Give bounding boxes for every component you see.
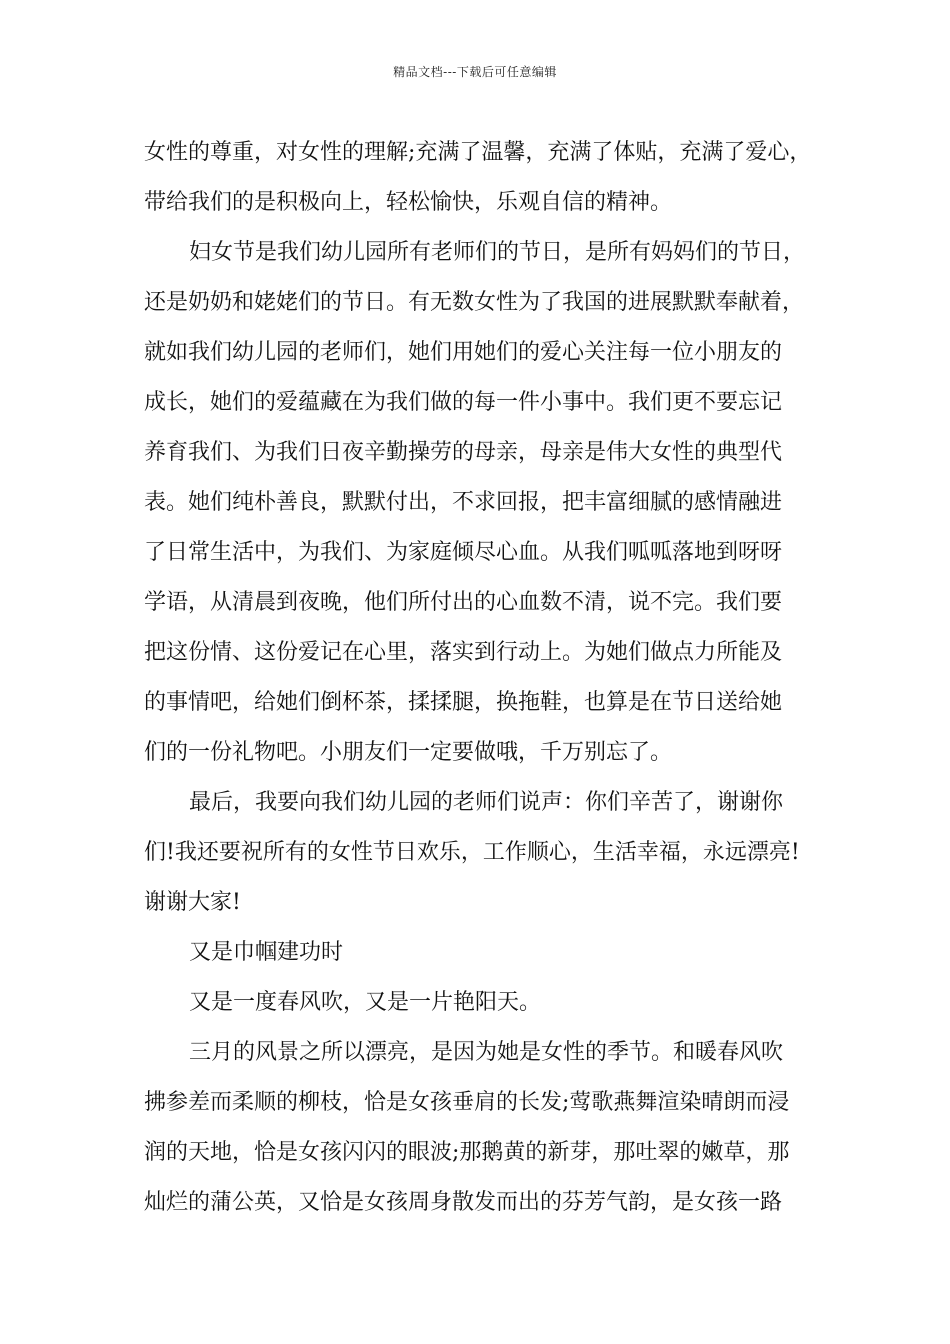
text-line: 的事情吧，给她们倒杯茶，揉揉腿，换拖鞋，也算是在节日送给她 (144, 690, 783, 715)
text-line: 润的天地，恰是女孩闪闪的眼波;那鹅黄的新芽，那吐翠的嫩草，那 (144, 1140, 790, 1165)
paragraph-start-line: 又是一度春风吹，又是一片艳阳天。 (189, 990, 542, 1015)
text-line: 灿烂的蒲公英，又恰是女孩周身散发而出的芬芳气韵，是女孩一路 (144, 1190, 783, 1215)
paragraph-start-line: 三月的风景之所以漂亮，是因为她是女性的季节。和暖春风吹 (189, 1040, 784, 1065)
document-body (144, 128, 834, 1228)
text-line: 成长，她们的爱蕴藏在为我们做的每一件小事中。我们更不要忘记 (144, 390, 783, 415)
text-line: 女性的尊重，对女性的理解;充满了温馨，充满了体贴，充满了爱心， (144, 140, 812, 165)
paragraph-start-line: 最后，我要向我们幼儿园的老师们说声：你们辛苦了，谢谢你 (189, 790, 784, 815)
text-line: 学语，从清晨到夜晚，他们所付出的心血数不清，说不完。我们要 (144, 590, 783, 615)
text-line: 养育我们、为我们日夜辛勤操劳的母亲，母亲是伟大女性的典型代 (144, 440, 783, 465)
section-title: 又是巾帼建功时 (189, 940, 344, 965)
text-line: 们!我还要祝所有的女性节日欢乐，工作顺心，生活幸福，永远漂亮! (144, 840, 800, 865)
text-line: 谢谢大家! (144, 890, 241, 915)
text-line: 了日常生活中，为我们、为家庭倾尽心血。从我们呱呱落地到呀呀 (144, 540, 783, 565)
text-line: 们的一份礼物吧。小朋友们一定要做哦，千万别忘了。 (144, 740, 673, 765)
text-line: 表。她们纯朴善良，默默付出，不求回报，把丰富细腻的感情融进 (144, 490, 783, 515)
text-line: 拂参差而柔顺的柳枝，恰是女孩垂肩的长发;莺歌燕舞渲染晴朗而浸 (144, 1090, 790, 1115)
text-line: 把这份情、这份爱记在心里，落实到行动上。为她们做点力所能及 (144, 640, 783, 665)
page-header: 精品文档---下载后可任意编辑 (393, 65, 557, 79)
paragraph-start-line: 妇女节是我们幼儿园所有老师们的节日，是所有妈妈们的节日， (189, 240, 806, 265)
text-line: 就如我们幼儿园的老师们，她们用她们的爱心关注每一位小朋友的 (144, 340, 783, 365)
text-line: 带给我们的是积极向上，轻松愉快，乐观自信的精神。 (144, 190, 673, 215)
text-line: 还是奶奶和姥姥们的节日。有无数女性为了我国的进展默默奉献着， (144, 290, 805, 315)
